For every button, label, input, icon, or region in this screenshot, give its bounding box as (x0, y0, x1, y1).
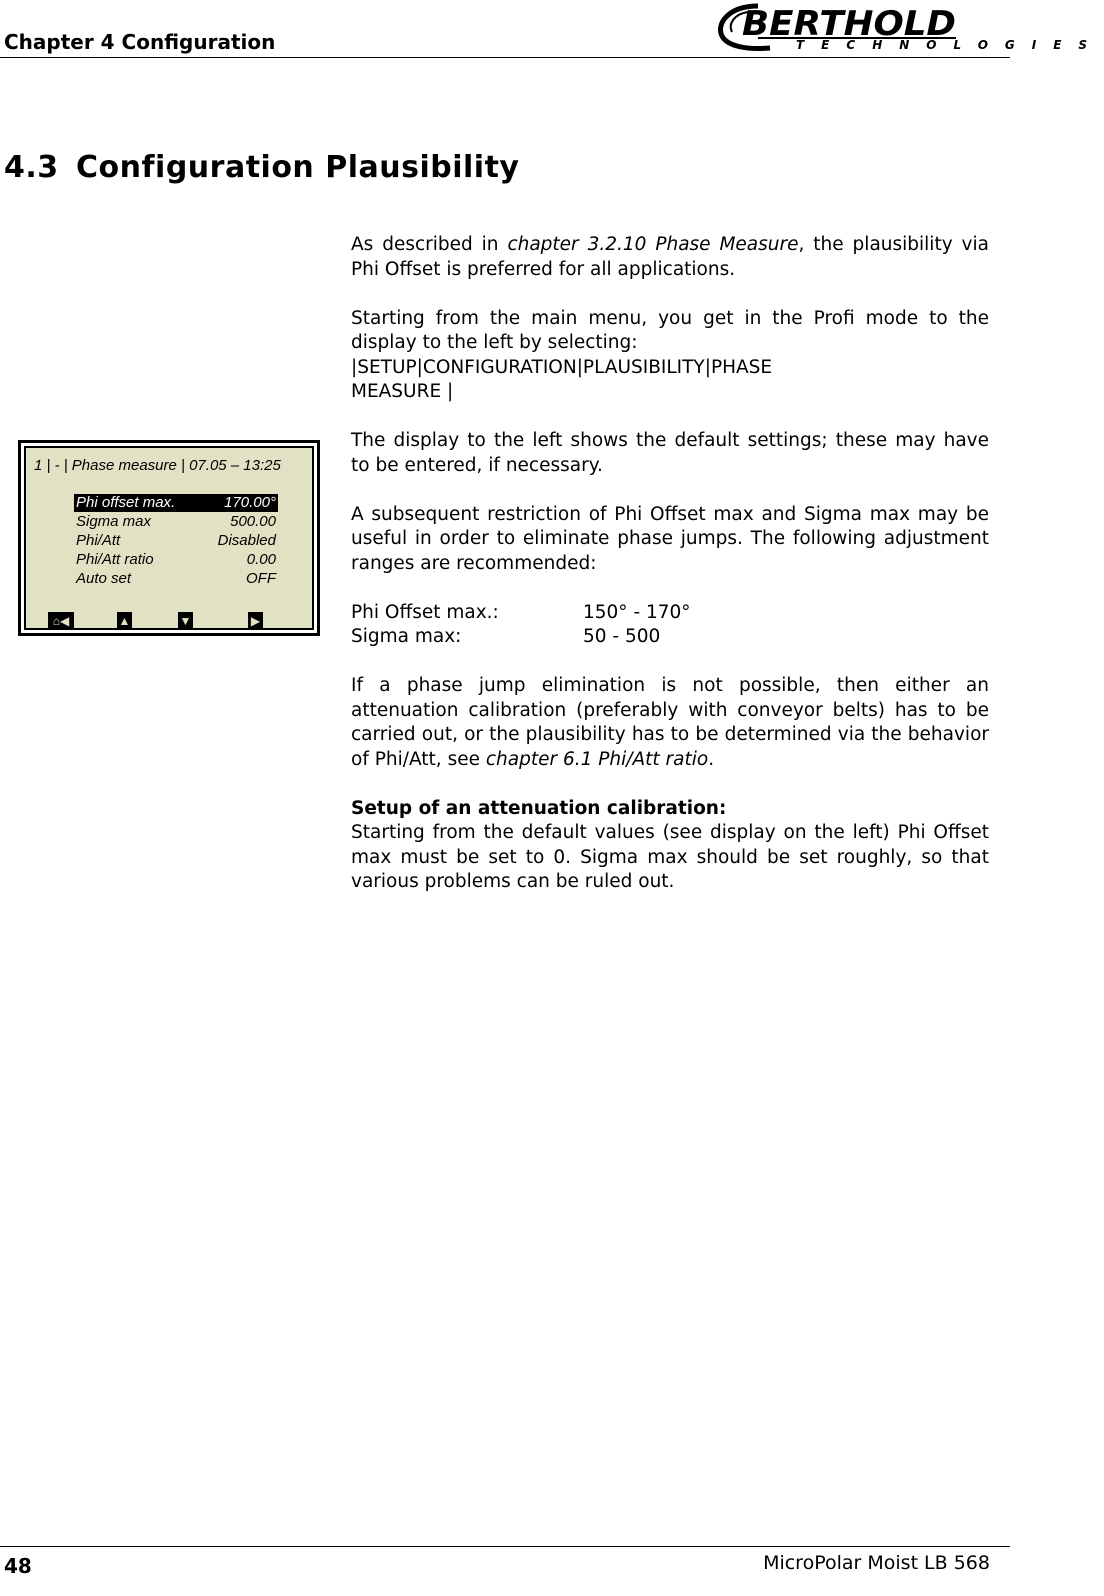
row-value: 170.00° (224, 494, 276, 511)
row-label: Auto set (76, 570, 132, 587)
row-value: Disabled (217, 532, 276, 549)
chapter-title: Chapter 4 Configuration (4, 30, 276, 54)
range-row: Phi Offset max.: 150° - 170° (351, 601, 691, 623)
footer-rule (0, 1546, 1010, 1547)
chapter-reference[interactable]: chapter 6.1 Phi/Att ratio (485, 748, 709, 770)
subheading-attenuation-setup: Setup of an attenuation calibration: (351, 797, 727, 819)
logo-subtitle: TECHNOLOGIES (796, 38, 1104, 52)
row-label: Phi offset max. (76, 494, 176, 511)
row-label: Sigma max (76, 513, 152, 530)
logo-brand-text: BERTHOLD (742, 4, 956, 44)
display-row-sigma-max[interactable] (74, 513, 278, 531)
page-number: 48 (4, 1554, 32, 1578)
paragraph-attenuation: If a phase jump elimination is not possible, then either an attenuation calibration (preferably with conveyor belts) has to be carried out, or the plausibility has to be determined via the behavior of Phi/Att, see chapter 6.1 Phi/Att ratio. (351, 675, 989, 770)
paragraph-setup: Setup of an attenuation calibration: Starting from the default values (see display on the left) Phi Offset max must be set to 0. Sigma max should be set roughly, so that various problems can be ruled out. (351, 797, 989, 892)
display-screen (24, 446, 314, 630)
row-value: 0.00 (246, 551, 276, 568)
softkey-up-icon[interactable]: ▲ (118, 614, 131, 628)
chapter-reference[interactable]: chapter 3.2.10 Phase Measure (507, 234, 799, 255)
softkey-right-icon[interactable]: ▶ (248, 612, 263, 630)
row-value: 500.00 (230, 513, 276, 530)
header-rule (0, 57, 1010, 58)
display-row-auto-set[interactable] (74, 570, 278, 588)
page-header (0, 0, 1104, 58)
product-name: MicroPolar Moist LB 568 (763, 1552, 990, 1574)
section-title: Configuration Plausibility (76, 150, 520, 185)
softkey-down-icon[interactable]: ▼ (179, 614, 192, 628)
paragraph-menu-path: Starting from the main menu, you get in the Profi mode to the display to the left by selecting: |SETUP|CONFIGURATION|PLAUSIBILITY|PHASE MEASURE | (351, 307, 989, 402)
softkey-home-left-icon[interactable]: ⌂◀ (48, 612, 74, 630)
section-heading (4, 150, 519, 185)
display-row-phi-att[interactable] (74, 532, 278, 550)
paragraph-restriction: A subsequent restriction of Phi Offset max and Sigma max may be useful in order to eliminate phase jumps. The following adjustment ranges are recommended: (351, 503, 989, 574)
menu-path: |SETUP|CONFIGURATION|PLAUSIBILITY|PHASE (351, 356, 773, 378)
display-title: 1 | - | Phase measure | 07.05 – 13:25 (34, 457, 281, 474)
display-row-phi-offset[interactable] (74, 494, 278, 512)
range-row: Sigma max: 50 - 500 (351, 626, 661, 647)
section-number: 4.3 (4, 150, 59, 185)
adjustment-ranges (351, 601, 989, 650)
row-label: Phi/Att ratio (76, 551, 154, 568)
device-display (18, 440, 320, 636)
paragraph-default-settings: The display to the left shows the default settings; these may have to be entered, if necessary. (351, 430, 989, 476)
berthold-logo (718, 2, 1104, 58)
row-value: OFF (246, 570, 276, 587)
paragraph-phase-measure: As described in chapter 3.2.10 Phase Measure, the plausibility via Phi Offset is preferred for all applications. (351, 234, 989, 280)
display-row-phi-att-ratio[interactable] (74, 551, 278, 569)
body-text (351, 233, 989, 895)
row-label: Phi/Att (76, 532, 121, 549)
